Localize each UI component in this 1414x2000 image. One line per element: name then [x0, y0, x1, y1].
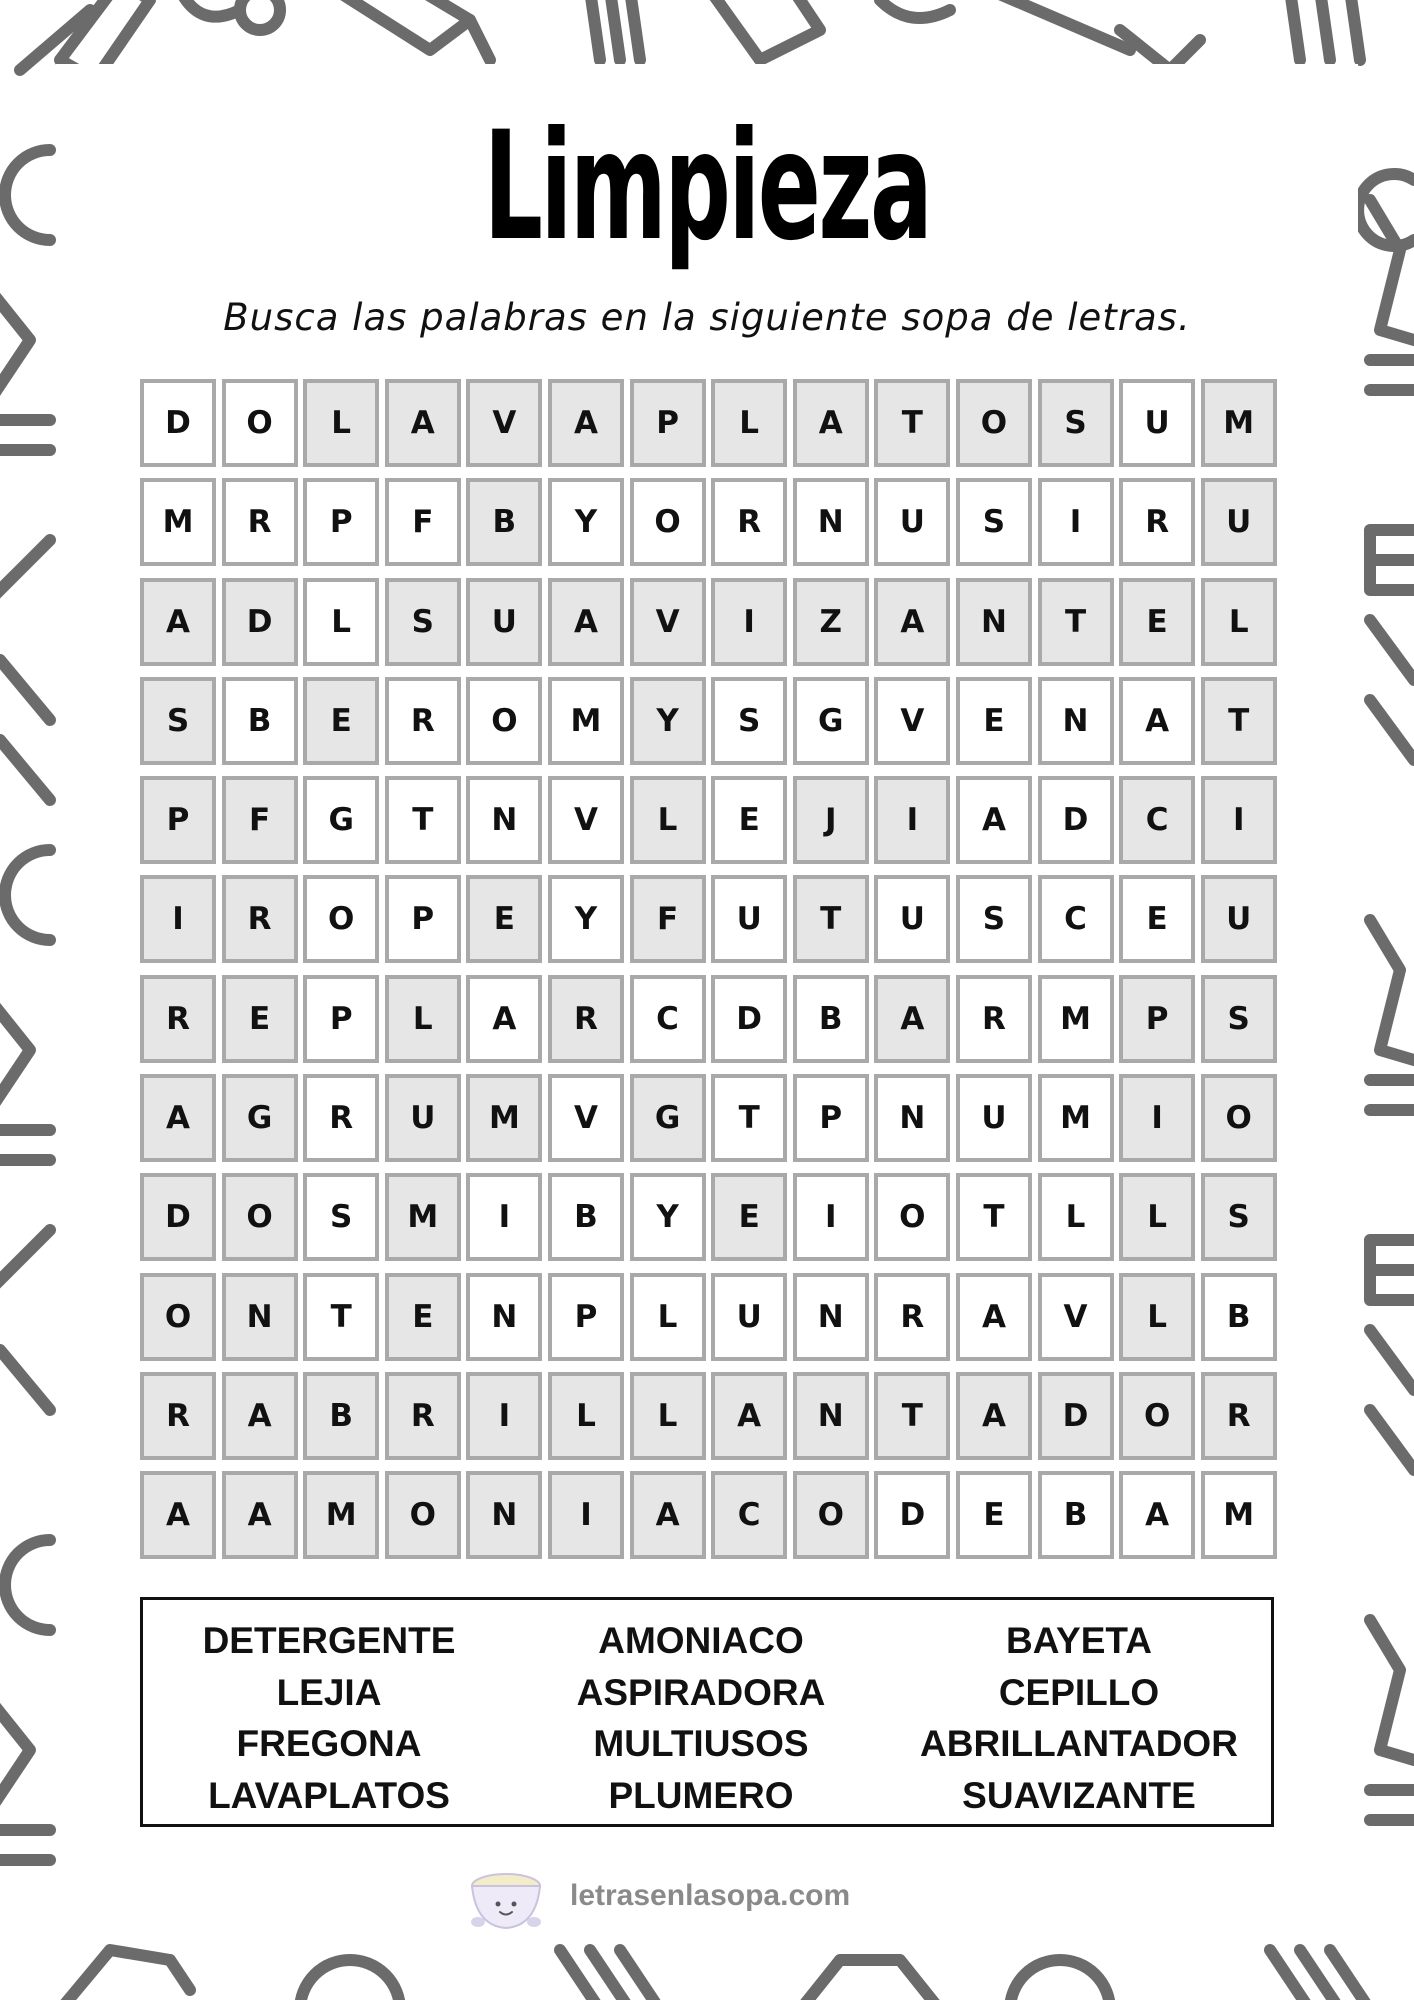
grid-cell[interactable]: O [385, 1471, 461, 1559]
grid-cell[interactable]: S [385, 578, 461, 666]
grid-cell[interactable]: V [630, 578, 706, 666]
grid-cell[interactable]: S [711, 677, 787, 765]
grid-cell[interactable]: C [1038, 875, 1114, 963]
grid-cell[interactable]: T [711, 1074, 787, 1162]
grid-cell[interactable]: E [711, 1173, 787, 1261]
grid-cell[interactable]: B [303, 1372, 379, 1460]
grid-cell[interactable]: T [1038, 578, 1114, 666]
grid-cell[interactable]: G [303, 776, 379, 864]
grid-cell[interactable]: A [140, 1074, 216, 1162]
grid-cell[interactable]: U [385, 1074, 461, 1162]
grid-cell[interactable]: P [1119, 975, 1195, 1063]
grid-cell[interactable]: R [140, 1372, 216, 1460]
grid-cell[interactable]: I [1119, 1074, 1195, 1162]
grid-cell[interactable]: M [303, 1471, 379, 1559]
grid-cell[interactable]: P [303, 478, 379, 566]
grid-cell[interactable]: T [956, 1173, 1032, 1261]
bottle-icon-bottom [800, 1960, 940, 2000]
grid-cell[interactable]: C [1119, 776, 1195, 864]
grid-cell[interactable]: I [874, 776, 950, 864]
letter-grid [140, 379, 1276, 1563]
grid-cell[interactable]: L [548, 1372, 624, 1460]
grid-cell[interactable]: D [140, 1173, 216, 1261]
word-to-find: SUAVIZANTE [962, 1774, 1196, 1816]
grid-cell[interactable]: N [793, 1273, 869, 1361]
grid-cell[interactable]: M [466, 1074, 542, 1162]
grid-cell[interactable]: S [956, 875, 1032, 963]
grid-cell[interactable]: P [793, 1074, 869, 1162]
word-to-find: ABRILLANTADOR [920, 1723, 1238, 1764]
spray-icon-left-2 [0, 1230, 50, 1410]
grid-cell[interactable]: R [956, 975, 1032, 1063]
grid-cell[interactable]: O [222, 1173, 298, 1261]
grid-cell[interactable]: A [874, 975, 950, 1063]
grid-cell[interactable]: O [630, 478, 706, 566]
word-to-find: LAVAPLATOS [208, 1774, 450, 1816]
grid-cell[interactable]: D [1038, 776, 1114, 864]
bottle-icon-right [1370, 200, 1414, 390]
grid-cell[interactable]: G [630, 1074, 706, 1162]
grid-cell[interactable]: T [793, 875, 869, 963]
grid-cell[interactable]: T [874, 1372, 950, 1460]
grid-cell[interactable]: O [874, 1173, 950, 1261]
word-to-find: FREGONA [236, 1723, 422, 1764]
grid-cell[interactable]: T [874, 379, 950, 467]
grid-cell[interactable]: O [303, 875, 379, 963]
grid-cell[interactable]: R [385, 1372, 461, 1460]
grid-cell[interactable]: L [630, 1273, 706, 1361]
grid-cell[interactable]: F [385, 478, 461, 566]
mop-icon [990, 0, 1200, 70]
grid-cell[interactable]: A [1119, 677, 1195, 765]
grid-cell[interactable]: N [466, 1273, 542, 1361]
grid-cell[interactable]: O [1119, 1372, 1195, 1460]
spray-bottle-icon-bottom [60, 1950, 190, 2000]
grid-cell[interactable]: R [222, 875, 298, 963]
page-title: Limpieza [483, 100, 931, 274]
grid-cell[interactable]: T [385, 776, 461, 864]
brush-icon [590, 0, 640, 60]
soup-bowl-logo-icon [466, 1856, 546, 1936]
bucket-icon-bottom-2 [1010, 1960, 1110, 2000]
grid-cell[interactable]: I [466, 1173, 542, 1261]
grid-cell[interactable]: S [1201, 1173, 1277, 1261]
grid-cell[interactable]: N [956, 578, 1032, 666]
grid-cell[interactable]: T [1201, 677, 1277, 765]
brush-icon-2 [1290, 0, 1360, 60]
grid-cell[interactable]: A [956, 1372, 1032, 1460]
grid-cell[interactable]: I [711, 578, 787, 666]
grid-cell[interactable]: U [874, 478, 950, 566]
grid-cell[interactable]: P [630, 379, 706, 467]
grid-cell[interactable]: U [466, 578, 542, 666]
grid-cell[interactable]: A [1119, 1471, 1195, 1559]
grid-cell[interactable]: F [630, 875, 706, 963]
grid-cell[interactable]: D [140, 379, 216, 467]
grid-cell[interactable]: P [303, 975, 379, 1063]
grid-cell[interactable]: L [303, 379, 379, 467]
grid-cell[interactable]: S [1201, 975, 1277, 1063]
grid-cell[interactable]: V [548, 776, 624, 864]
word-to-find: DETERGENTE [202, 1620, 456, 1661]
grid-cell[interactable]: R [222, 478, 298, 566]
grid-cell[interactable]: A [385, 379, 461, 467]
grid-cell[interactable]: M [1038, 1074, 1114, 1162]
grid-cell[interactable]: D [711, 975, 787, 1063]
grid-cell[interactable]: A [140, 578, 216, 666]
word-to-find: BAYETA [1006, 1620, 1152, 1661]
brush-icon-right [1370, 530, 1414, 590]
grid-cell[interactable]: N [466, 1471, 542, 1559]
grid-cell[interactable]: R [1201, 1372, 1277, 1460]
word-to-find: LEJIA [276, 1671, 382, 1713]
grid-cell[interactable]: S [303, 1173, 379, 1261]
grid-cell[interactable]: J [793, 776, 869, 864]
grid-cell[interactable]: E [222, 975, 298, 1063]
grid-cell[interactable]: F [222, 776, 298, 864]
word-to-find: PLUMERO [608, 1774, 794, 1816]
grid-cell[interactable]: R [548, 975, 624, 1063]
brush-icon-right-2 [1370, 1240, 1414, 1300]
grid-cell[interactable]: M [1201, 1471, 1277, 1559]
grid-cell[interactable]: O [956, 379, 1032, 467]
grid-cell[interactable]: B [222, 677, 298, 765]
grid-cell[interactable]: N [793, 478, 869, 566]
grid-cell[interactable]: M [1201, 379, 1277, 467]
grid-cell[interactable]: I [140, 875, 216, 963]
grid-cell[interactable]: O [466, 677, 542, 765]
grid-cell[interactable]: D [1038, 1372, 1114, 1460]
grid-cell[interactable]: U [711, 875, 787, 963]
grid-cell[interactable]: O [793, 1471, 869, 1559]
grid-cell[interactable]: G [222, 1074, 298, 1162]
word-list-column [515, 1615, 887, 1824]
grid-cell[interactable]: E [385, 1273, 461, 1361]
grid-cell[interactable]: I [793, 1173, 869, 1261]
grid-cell[interactable]: M [385, 1173, 461, 1261]
grid-cell[interactable]: A [711, 1372, 787, 1460]
grid-cell[interactable]: V [548, 1074, 624, 1162]
grid-cell[interactable]: R [1119, 478, 1195, 566]
grid-cell[interactable]: O [222, 379, 298, 467]
grid-cell[interactable]: A [548, 379, 624, 467]
grid-cell[interactable]: O [140, 1273, 216, 1361]
grid-cell[interactable]: B [1038, 1471, 1114, 1559]
grid-cell[interactable]: B [548, 1173, 624, 1261]
grid-cell[interactable]: C [630, 975, 706, 1063]
grid-cell[interactable]: P [548, 1273, 624, 1361]
grid-cell[interactable]: M [140, 478, 216, 566]
grid-cell[interactable]: A [630, 1471, 706, 1559]
grid-cell[interactable]: D [874, 1471, 950, 1559]
grid-cell[interactable]: E [466, 875, 542, 963]
grid-cell[interactable]: L [1038, 1173, 1114, 1261]
grid-cell[interactable]: Z [793, 578, 869, 666]
grid-cell[interactable]: D [222, 578, 298, 666]
grid-cell[interactable]: C [711, 1471, 787, 1559]
bucket-icon-left-3 [5, 1540, 50, 1630]
grid-cell[interactable]: S [1038, 379, 1114, 467]
grid-cell[interactable]: L [1119, 1273, 1195, 1361]
brush-icon-bottom [560, 1950, 660, 2000]
word-to-find: CEPILLO [998, 1671, 1160, 1713]
grid-cell[interactable]: A [874, 578, 950, 666]
grid-cell[interactable]: I [1201, 776, 1277, 864]
grid-cell[interactable]: L [630, 776, 706, 864]
grid-cell[interactable]: U [1201, 478, 1277, 566]
bottle-icon-right-2 [1370, 920, 1414, 1110]
grid-cell[interactable]: A [956, 776, 1032, 864]
grid-cell[interactable]: Y [630, 677, 706, 765]
grid-cell[interactable]: E [1119, 578, 1195, 666]
grid-cell[interactable]: N [874, 1074, 950, 1162]
grid-cell[interactable]: L [630, 1372, 706, 1460]
grid-cell[interactable]: L [711, 379, 787, 467]
grid-cell[interactable]: A [548, 578, 624, 666]
grid-cell[interactable]: I [548, 1471, 624, 1559]
word-list-column [143, 1615, 515, 1824]
grid-cell[interactable]: E [1119, 875, 1195, 963]
spray-icon-left [0, 540, 50, 800]
grid-cell[interactable]: L [1119, 1173, 1195, 1261]
grid-cell[interactable]: U [1201, 875, 1277, 963]
instructions: Busca las palabras en la siguiente sopa de letras. [223, 296, 1191, 339]
word-to-find: AMONIACO [598, 1620, 804, 1661]
grid-cell[interactable]: E [956, 677, 1032, 765]
grid-cell[interactable]: A [956, 1273, 1032, 1361]
grid-cell[interactable]: A [793, 379, 869, 467]
grid-cell[interactable]: Y [548, 478, 624, 566]
grid-cell[interactable]: A [222, 1471, 298, 1559]
grid-cell[interactable]: L [1201, 578, 1277, 666]
grid-cell[interactable]: M [1038, 975, 1114, 1063]
grid-cell[interactable]: U [956, 1074, 1032, 1162]
grid-cell[interactable]: O [1201, 1074, 1277, 1162]
site-name[interactable]: letrasenlasopa.com [570, 1879, 851, 1912]
word-to-find: ASPIRADORA [576, 1671, 826, 1713]
bottle-icon-right-3 [1370, 1620, 1414, 1820]
spray-bottle-icon [320, 0, 490, 60]
grid-cell[interactable]: E [303, 677, 379, 765]
grid-cell[interactable]: G [793, 677, 869, 765]
grid-cell[interactable]: S [956, 478, 1032, 566]
grid-cell[interactable]: R [140, 975, 216, 1063]
grid-cell[interactable]: R [385, 677, 461, 765]
word-list-box [140, 1597, 1274, 1827]
grid-cell[interactable]: A [466, 975, 542, 1063]
grid-cell[interactable]: Y [548, 875, 624, 963]
grid-cell[interactable]: B [1201, 1273, 1277, 1361]
bottle-icon-left-3 [0, 1700, 50, 1860]
grid-cell[interactable]: P [385, 875, 461, 963]
bucket-icon-left [5, 150, 50, 240]
bottle-icon [710, 0, 820, 60]
grid-cell[interactable]: T [303, 1273, 379, 1361]
grid-cell[interactable]: V [1038, 1273, 1114, 1361]
grid-cell[interactable]: U [874, 875, 950, 963]
grid-cell[interactable]: Y [630, 1173, 706, 1261]
grid-cell[interactable]: V [466, 379, 542, 467]
brush-icon-bottom-2 [1270, 1950, 1370, 2000]
grid-cell[interactable]: R [874, 1273, 950, 1361]
grid-cell[interactable]: N [222, 1273, 298, 1361]
grid-cell[interactable]: B [793, 975, 869, 1063]
word-list-column [887, 1615, 1271, 1824]
grid-cell[interactable]: N [793, 1372, 869, 1460]
bottle-icon-left-2 [0, 1000, 50, 1160]
grid-cell[interactable]: E [956, 1471, 1032, 1559]
grid-cell[interactable]: V [874, 677, 950, 765]
grid-cell[interactable]: R [711, 478, 787, 566]
grid-cell[interactable]: I [1038, 478, 1114, 566]
grid-cell[interactable]: I [466, 1372, 542, 1460]
grid-cell[interactable]: R [303, 1074, 379, 1162]
grid-cell[interactable]: L [385, 975, 461, 1063]
grid-cell[interactable]: M [548, 677, 624, 765]
grid-cell[interactable]: U [711, 1273, 787, 1361]
grid-cell[interactable]: A [140, 1471, 216, 1559]
grid-cell[interactable]: B [466, 478, 542, 566]
grid-cell[interactable]: N [1038, 677, 1114, 765]
grid-cell[interactable]: N [466, 776, 542, 864]
bucket-icon-bottom [300, 1960, 400, 2000]
footer [466, 1856, 926, 1936]
grid-cell[interactable]: U [1119, 379, 1195, 467]
bucket-icon-left-2 [5, 850, 50, 940]
grid-cell[interactable]: S [140, 677, 216, 765]
grid-cell[interactable]: P [140, 776, 216, 864]
spray-icon-right-2 [1370, 1330, 1414, 1470]
sponge-icon [880, 0, 950, 18]
grid-cell[interactable]: E [711, 776, 787, 864]
spray-icon-right [1370, 620, 1414, 760]
grid-cell[interactable]: A [222, 1372, 298, 1460]
word-to-find: MULTIUSOS [593, 1723, 809, 1764]
bucket-icon [180, 0, 280, 30]
grid-cell[interactable]: L [303, 578, 379, 666]
